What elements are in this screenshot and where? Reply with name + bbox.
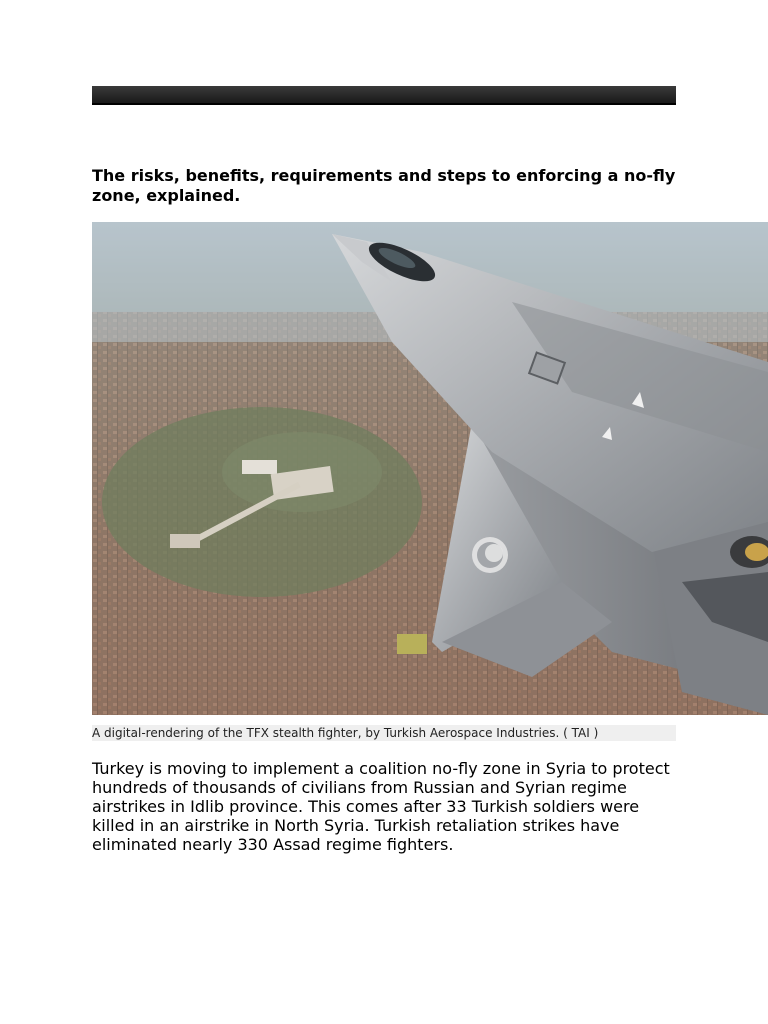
header-bar <box>92 86 676 105</box>
image-caption: A digital-rendering of the TFX stealth fighter, by Turkish Aerospace Industries. ( TAI ) <box>92 725 676 741</box>
article-body: Turkey is moving to implement a coalition no-fly zone in Syria to protect hundreds of thousands of civilians from Russian and Syrian regime airstrikes in Idlib province. This comes after 33 Turkish soldiers were killed in an airstrike in North Syria. Turkish retaliation strikes have eliminated nearly 330 Assad regime fighters. <box>92 759 670 854</box>
article-headline: The risks, benefits, requirements and steps to enforcing a no-fly zone, explained. <box>92 166 676 205</box>
hero-image <box>92 222 768 715</box>
aircraft-render-icon <box>92 222 768 715</box>
